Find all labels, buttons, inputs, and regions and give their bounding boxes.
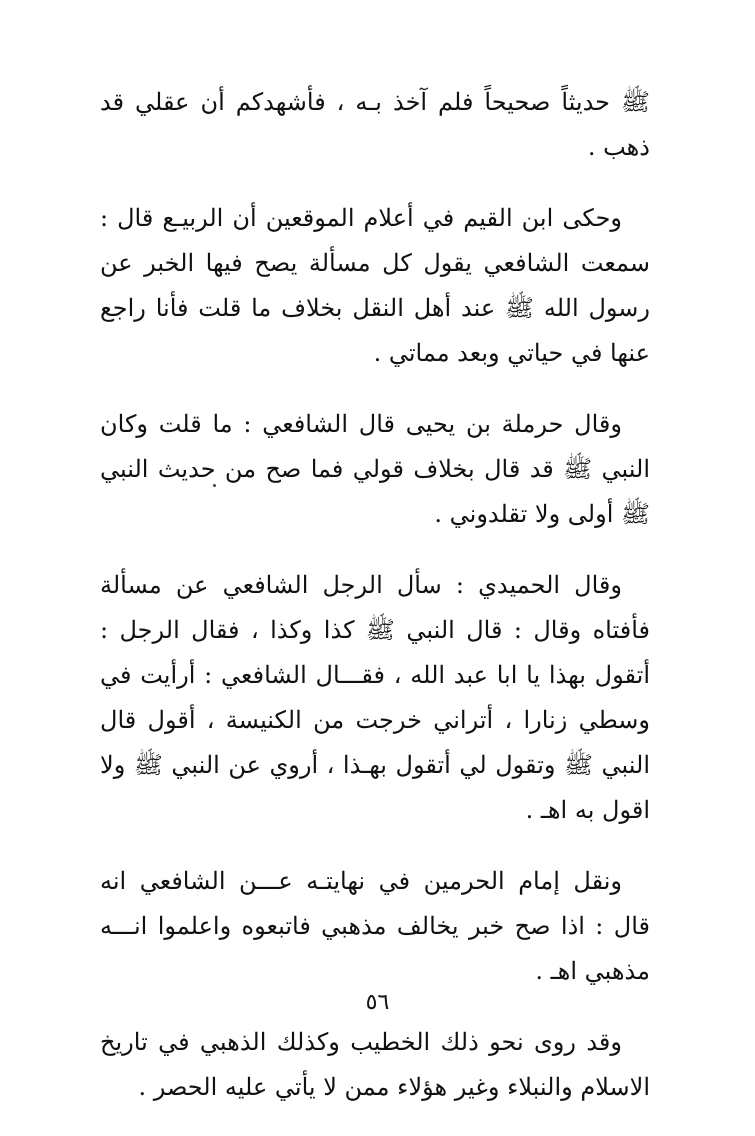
page-number: ٥٦ — [365, 990, 390, 1015]
paragraph-3: وقال حرملة بن يحيى قال الشافعي : ما قلت وكان النبي ﷺ قد قال بخلاف قولي فما صح من حديث النبي ﷺ أولى ولا تقلدوني . — [100, 410, 650, 528]
paragraph-6: وقد روى نحو ذلك الخطيب وكذلك الذهبي في تاريخ الاسلام والنبلاء وغير هؤلاء ممن لا يأتي عليه الحصر . — [100, 1028, 650, 1101]
paragraph-5: ونقل إمام الحرمين في نهايتـه عـــن الشافعي انه قال : اذا صح خبر يخالف مذهبي فاتبعوه واعلموا انـــه مذهبي اهـ . — [100, 867, 650, 985]
paragraph-1: ﷺ حديثاً صحيحاً فلم آخذ بـه ، فأشهدكم أن عقلي قد ذهب . — [100, 88, 650, 161]
paragraph-4: وقال الحميدي : سأل الرجل الشافعي عن مسألة فأفتاه وقال : قال النبي ﷺ كذا وكذا ، فقال الرجل : أتقول بهذا يا ابا عبد الله ، فقـــال الشافعي : أرأيت في وسطي زنارا ، أتراني خرجت من الكنيسة ، أقول قال النبي ﷺ وتقول لي أتقول بهـذا ، أروي عن النبي ﷺ ولا اقول به اهـ . — [100, 571, 650, 824]
scan-speck — [213, 484, 216, 487]
page-body — [100, 80, 650, 1136]
paragraph-2: وحكى ابن القيم في أعلام الموقعين أن الربيـع قال : سمعت الشافعي يقول كل مسألة يصح فيها الخبر عن رسول الله ﷺ عند أهل النقل بخلاف ما قلت فأنا راجع عنها في حياتي وبعد مماتي . — [100, 204, 650, 367]
